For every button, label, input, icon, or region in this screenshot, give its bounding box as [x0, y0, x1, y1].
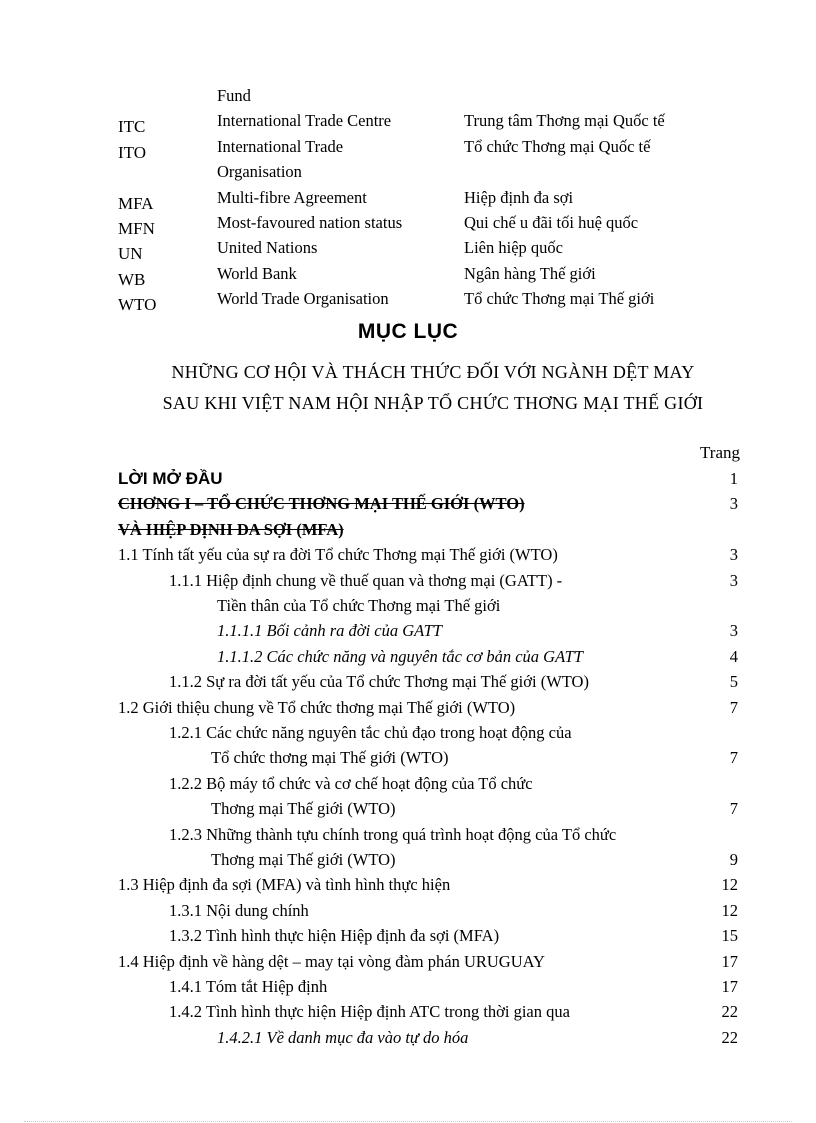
- toc-entry-text: 1.3.1 Nội dung chính: [169, 900, 309, 920]
- abbreviation-row: [118, 137, 758, 188]
- page-column-label: Trang: [700, 443, 740, 462]
- toc-entry[interactable]: [118, 974, 738, 999]
- toc-entry-text: 1.1.2 Sự ra đời tất yếu của Tổ chức Thơng mại Thế giới (WTO): [169, 672, 589, 692]
- abbr-code: WB: [118, 269, 146, 289]
- abbr-english: Fund: [217, 86, 251, 105]
- toc-entry-text-continued: Tổ chức thơng mại Thế giới (WTO): [211, 748, 449, 768]
- toc-entry[interactable]: [118, 720, 738, 771]
- abbr-vietnamese: Qui chế u đãi tối huệ quốc: [464, 212, 639, 232]
- document-subtitle-line-2: SAU KHI VIỆT NAM HỘI NHẬP TỔ CHỨC THƠNG MẠI THẾ GIỚI: [162, 393, 704, 413]
- toc-entry-page: 22: [721, 1002, 738, 1022]
- toc-entry-text: 1.2.2 Bộ máy tổ chức và cơ chế hoạt động của Tổ chức: [169, 773, 533, 793]
- page-bottom-border: [24, 1121, 792, 1122]
- toc-entry-text-continued: VÀ HIỆP ĐỊNH ĐA SỢI (MFA): [118, 519, 344, 539]
- toc-entry-page: 3: [729, 621, 738, 641]
- toc-entry-text: 1.1 Tính tất yếu của sự ra đời Tổ chức Thơng mại Thế giới (WTO): [118, 545, 558, 565]
- toc-entry-page: 17: [721, 951, 738, 971]
- toc-entry-text: 1.1.1 Hiệp định chung về thuế quan và thơng mại (GATT) -: [169, 570, 563, 590]
- toc-entry-text-continued: Tiền thân của Tổ chức Thơng mại Thế giới: [217, 595, 501, 615]
- abbr-english: Multi-fibre Agreement: [217, 187, 367, 207]
- toc-entry-page: 15: [721, 926, 738, 946]
- toc-entry[interactable]: [118, 822, 738, 873]
- abbreviation-row: [118, 264, 758, 289]
- toc-entry-text: 1.4.2 Tình hình thực hiện Hiệp định ATC trong thời gian qua: [169, 1002, 570, 1022]
- toc-entry-text: 1.1.1.2 Các chức năng và nguyên tắc cơ bản của GATT: [217, 646, 583, 666]
- toc-entry-page: 5: [729, 672, 738, 692]
- toc-entry-text-continued: Thơng mại Thế giới (WTO): [211, 849, 396, 869]
- toc-entry-page: 3: [729, 494, 738, 514]
- toc-entry[interactable]: [118, 542, 738, 567]
- abbr-english: Most-favoured nation status: [217, 212, 403, 232]
- abbr-vietnamese: Trung tâm Thơng mại Quốc tế: [464, 111, 665, 131]
- abbr-english: International Trade: [217, 136, 344, 156]
- toc-entry-text: 1.4 Hiệp định về hàng dệt – may tại vòng đàm phán URUGUAY: [118, 951, 545, 971]
- toc-entry-page: 22: [721, 1027, 738, 1047]
- abbr-english: International Trade Centre: [217, 111, 392, 131]
- toc-entry[interactable]: [118, 771, 738, 822]
- toc-entry-page: 1: [729, 469, 738, 488]
- toc-entry-text: 1.2.3 Những thành tựu chính trong quá trình hoạt động của Tổ chức: [169, 824, 617, 844]
- abbreviation-row: [118, 111, 758, 136]
- toc-entry-page: 12: [721, 900, 738, 920]
- toc-entry-text: 1.2.1 Các chức năng nguyên tắc chủ đạo trong hoạt động của: [169, 722, 572, 742]
- document-subtitle-line-1: NHỮNG CƠ HỘI VÀ THÁCH THỨC ĐỐI VỚI NGÀNH DỆT MAY: [171, 362, 695, 382]
- abbreviation-row: [118, 86, 758, 111]
- toc-entry-text: 1.3 Hiệp định đa sợi (MFA) và tình hình thực hiện: [118, 875, 451, 895]
- abbreviation-row: [118, 213, 758, 238]
- toc-entry[interactable]: [118, 644, 738, 669]
- toc-entry-text-continued: Thơng mại Thế giới (WTO): [211, 799, 396, 819]
- abbr-code: MFN: [118, 218, 155, 238]
- abbr-code: ITC: [118, 117, 146, 137]
- toc-entry-page: 12: [721, 875, 738, 895]
- toc-entry-page: 4: [729, 646, 738, 666]
- abbreviation-row: [118, 188, 758, 213]
- abbr-english: United Nations: [217, 238, 318, 258]
- abbr-english: World Trade Organisation: [217, 289, 389, 309]
- abbr-code: ITO: [118, 142, 147, 162]
- toc-entry[interactable]: [118, 949, 738, 974]
- toc-entry-text: 1.4.1 Tóm tắt Hiệp định: [169, 976, 328, 996]
- toc-entry[interactable]: [118, 872, 738, 897]
- abbreviation-row: [118, 289, 758, 314]
- toc-entry-text: 1.4.2.1 Về danh mục đa vào tự do hóa: [217, 1027, 469, 1047]
- toc-entry-page: 7: [729, 697, 738, 717]
- toc-entry-text: LỜI MỞ ĐẦU: [118, 469, 223, 488]
- abbr-english-continued: Organisation: [217, 161, 302, 181]
- abbreviation-row: [118, 238, 758, 263]
- toc-entry-page: 3: [729, 570, 738, 590]
- abbr-vietnamese: Tổ chức Thơng mại Quốc tế: [464, 136, 651, 156]
- table-of-contents: [118, 466, 738, 1050]
- toc-entry-text: 1.3.2 Tình hình thực hiện Hiệp định đa sợi (MFA): [169, 926, 500, 946]
- toc-entry-page: 17: [721, 976, 738, 996]
- toc-title: MỤC LỤC: [357, 320, 459, 343]
- toc-entry[interactable]: [118, 923, 738, 948]
- toc-entry-chapter[interactable]: [118, 491, 738, 542]
- toc-entry[interactable]: [118, 618, 738, 643]
- abbr-vietnamese: Hiệp định đa sợi: [464, 187, 574, 207]
- abbr-code: WTO: [118, 295, 157, 315]
- abbreviation-table: [118, 86, 758, 315]
- toc-entry[interactable]: [118, 999, 738, 1024]
- abbr-vietnamese: Ngân hàng Thế giới: [464, 263, 596, 283]
- toc-entry-text: 1.2 Giới thiệu chung về Tổ chức thơng mại Thế giới (WTO): [118, 697, 516, 717]
- toc-entry[interactable]: [118, 669, 738, 694]
- abbr-vietnamese: Tổ chức Thơng mại Thế giới: [464, 289, 655, 309]
- toc-entry-page: 9: [729, 849, 738, 869]
- toc-entry[interactable]: [118, 466, 738, 491]
- abbr-english: World Bank: [217, 263, 297, 283]
- toc-entry-text: 1.1.1.1 Bối cảnh ra đời của GATT: [217, 621, 442, 641]
- toc-entry[interactable]: [118, 898, 738, 923]
- toc-entry[interactable]: [118, 568, 738, 619]
- abbr-code: MFA: [118, 193, 154, 213]
- abbr-code: UN: [118, 244, 143, 264]
- abbr-vietnamese: Liên hiệp quốc: [464, 238, 563, 258]
- toc-entry-page: 7: [729, 748, 738, 768]
- toc-entry-page: 7: [729, 799, 738, 819]
- toc-entry[interactable]: [118, 695, 738, 720]
- toc-entry-page: 3: [729, 545, 738, 565]
- toc-entry[interactable]: [118, 1025, 738, 1050]
- toc-entry-text: CHƠNG I – TỔ CHỨC THƠNG MẠI THẾ GIỚI (WTO): [118, 494, 525, 514]
